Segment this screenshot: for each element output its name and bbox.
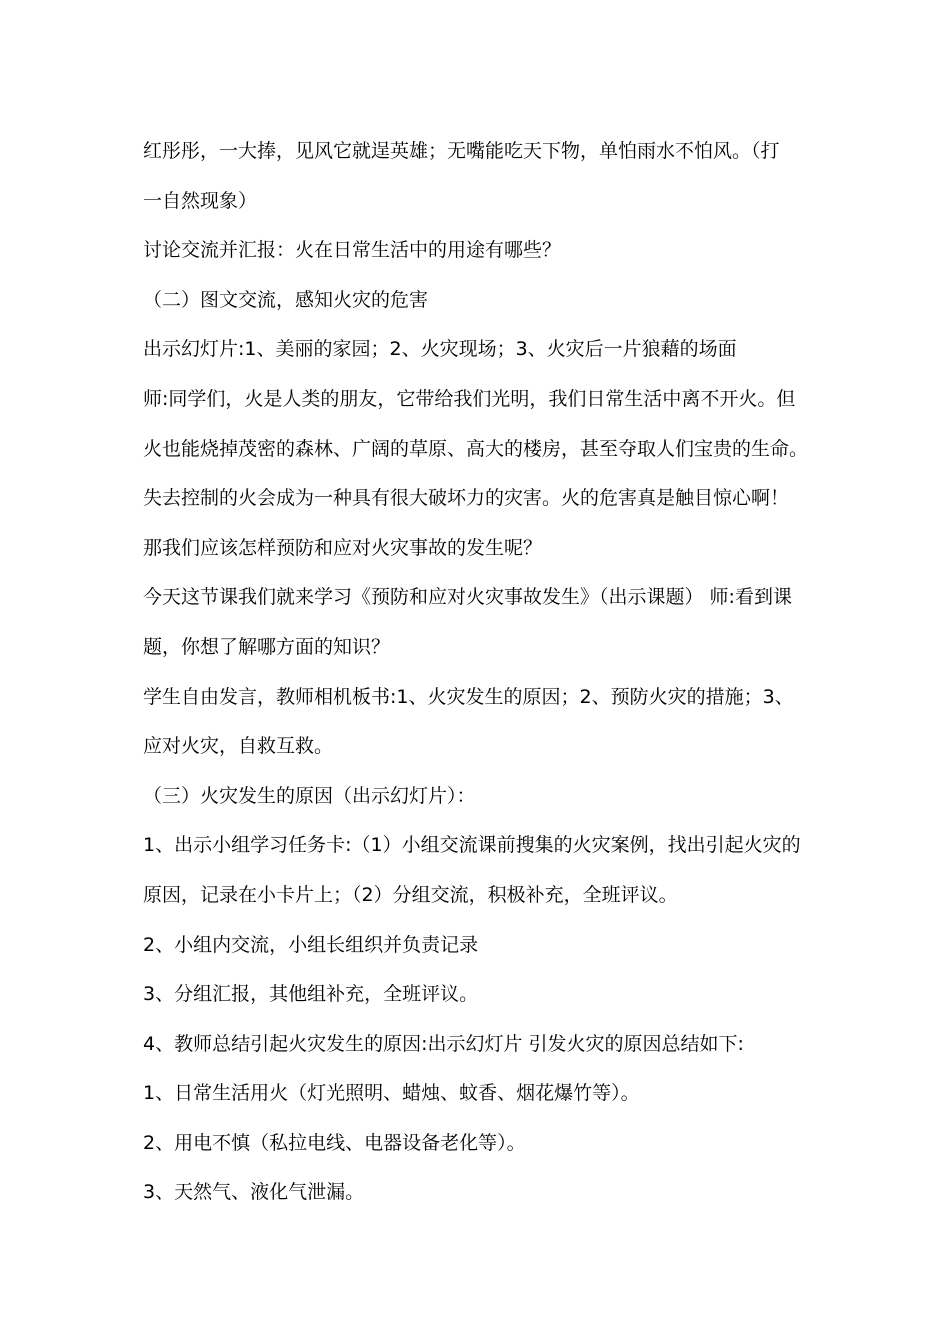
list-item: 3、天然气、液化气泄漏。: [143, 1181, 365, 1204]
text-line: 4、教师总结引起火灾发生的原因:出示幻灯片 引发火灾的原因总结如下:: [143, 1032, 744, 1055]
list-item: 1、日常生活用火（灯光照明、蜡烛、蚊香、烟花爆竹等）。: [143, 1082, 640, 1105]
text-line: 师:同学们，火是人类的朋友，它带给我们光明，我们日常生活中离不开火。但: [143, 387, 796, 410]
text-line: 原因，记录在小卡片上；（2）分组交流，积极补充，全班评议。: [143, 883, 678, 906]
text-line: 今天这节课我们就来学习《预防和应对火灾事故发生》（出示课题） 师:看到课: [143, 586, 792, 609]
section-heading: （二）图文交流，感知火灾的危害: [143, 288, 429, 311]
text-line: 3、分组汇报，其他组补充，全班评议。: [143, 983, 479, 1006]
text-line: 2、小组内交流，小组长组织并负责记录: [143, 933, 479, 956]
section-heading: （三）火灾发生的原因（出示幻灯片）：: [143, 784, 476, 807]
text-line: 一自然现象）: [143, 189, 258, 212]
text-line: 失去控制的火会成为一种具有很大破坏力的灾害。火的危害真是触目惊心啊！: [143, 487, 790, 510]
list-item: 2、用电不慎（私拉电线、电器设备老化等）。: [143, 1131, 526, 1154]
text-line: 红彤彤，一大捧，见风它就逞英雄；无嘴能吃天下物，单怕雨水不怕风。（打: [143, 140, 780, 162]
text-line: 火也能烧掉茂密的森林、广阔的草原、高大的楼房，甚至夺取人们宝贵的生命。: [143, 437, 809, 460]
text-line: 学生自由发言，教师相机板书:1、火灾发生的原因；2、预防火灾的措施；3、: [143, 685, 794, 708]
text-line: 那我们应该怎样预防和应对火灾事故的发生呢？: [143, 536, 543, 559]
text-line: 1、出示小组学习任务卡:（1）小组交流课前搜集的火灾案例，找出引起火灾的: [143, 834, 801, 857]
text-line: 讨论交流并汇报：火在日常生活中的用途有哪些？: [143, 239, 562, 262]
text-line: 应对火灾，自救互救。: [143, 735, 334, 758]
text-line: 出示幻灯片:1、美丽的家园；2、火灾现场；3、火灾后一片狼藉的场面: [143, 338, 737, 361]
document-body: [143, 132, 833, 1223]
text-line: 题，你想了解哪方面的知识？: [143, 635, 391, 658]
